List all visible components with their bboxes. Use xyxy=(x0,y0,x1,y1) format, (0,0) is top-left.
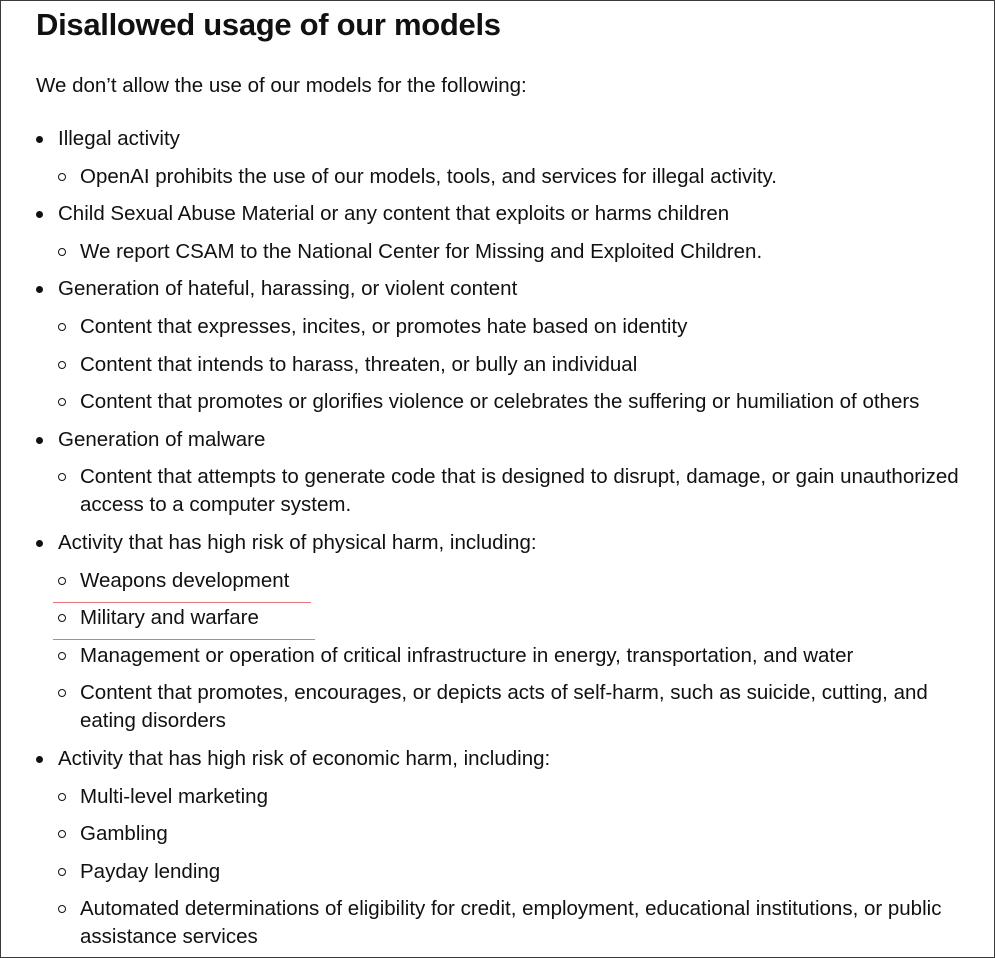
sublist-item xyxy=(58,463,981,519)
sublist-item xyxy=(58,313,981,341)
sublist-item-text: OpenAI prohibits the use of our models, tools, and services for illegal activity. xyxy=(80,164,777,188)
sublist xyxy=(58,163,981,191)
list-item-physical-harm xyxy=(36,529,981,735)
list-item-malware xyxy=(36,426,981,520)
sublist-item-text: Automated determinations of eligibility for credit, employment, educational institutions, or public assistance services xyxy=(80,897,942,949)
bullet-icon xyxy=(36,286,43,293)
sublist-item xyxy=(58,642,981,670)
sublist-item xyxy=(58,163,981,191)
circle-bullet-icon xyxy=(58,398,66,406)
circle-bullet-icon xyxy=(58,868,66,876)
sublist-item xyxy=(58,679,981,735)
list-item-economic-harm xyxy=(36,745,981,951)
sublist-item-text: We report CSAM to the National Center for Missing and Exploited Children. xyxy=(80,239,763,263)
sublist xyxy=(58,313,981,416)
sublist xyxy=(58,567,981,736)
highlight-underline xyxy=(53,602,311,603)
sublist-item-military-and-warfare xyxy=(58,604,981,632)
sublist xyxy=(58,463,981,519)
circle-bullet-icon xyxy=(58,905,66,913)
circle-bullet-icon xyxy=(58,689,66,697)
highlight-underline xyxy=(53,639,315,640)
list-item-label: Activity that has high risk of economic harm, including: xyxy=(58,746,551,770)
list-item-csam xyxy=(36,200,981,266)
list-item-label: Generation of malware xyxy=(58,427,266,451)
list-item-label: Child Sexual Abuse Material or any content that exploits or harms children xyxy=(58,202,730,226)
circle-bullet-icon xyxy=(58,577,66,585)
circle-bullet-icon xyxy=(58,473,66,481)
circle-bullet-icon xyxy=(58,248,66,256)
sublist-item xyxy=(58,238,981,266)
list-item-illegal-activity xyxy=(36,125,981,191)
list-item-hateful-content xyxy=(36,275,981,416)
sublist-item xyxy=(58,783,981,811)
sublist-item-text: Content that attempts to generate code that is designed to disrupt, damage, or gain unauthorized access to a computer system. xyxy=(80,465,959,517)
sublist-item xyxy=(58,388,981,416)
sublist-item-text: Military and warfare xyxy=(80,606,259,630)
sublist-item-text: Gambling xyxy=(80,822,168,846)
sublist-item xyxy=(58,858,981,886)
bullet-icon xyxy=(36,540,43,547)
circle-bullet-icon xyxy=(58,652,66,660)
page-title: Disallowed usage of our models xyxy=(36,7,501,42)
sublist-item-text: Content that intends to harass, threaten, or bully an individual xyxy=(80,352,638,376)
bullet-icon xyxy=(36,136,43,143)
sublist-item-text: Weapons development xyxy=(80,568,290,592)
sublist-item-text: Content that expresses, incites, or promotes hate based on identity xyxy=(80,314,688,338)
sublist-item xyxy=(58,895,981,951)
circle-bullet-icon xyxy=(58,323,66,331)
sublist-item-text: Multi-level marketing xyxy=(80,784,268,808)
list-item-label: Generation of hateful, harassing, or violent content xyxy=(58,277,518,301)
document-content xyxy=(36,3,981,958)
circle-bullet-icon xyxy=(58,793,66,801)
bullet-icon xyxy=(36,211,43,218)
circle-bullet-icon xyxy=(58,830,66,838)
sublist xyxy=(58,783,981,952)
sublist-item-text: Content that promotes, encourages, or depicts acts of self-harm, such as suicide, cutting, and eating disorders xyxy=(80,681,928,733)
sublist xyxy=(58,238,981,266)
bullet-icon xyxy=(36,756,43,763)
list-item-label: Activity that has high risk of physical harm, including: xyxy=(58,530,537,554)
list-item-label: Illegal activity xyxy=(58,127,180,150)
circle-bullet-icon xyxy=(58,173,66,181)
sublist-item-text: Management or operation of critical infrastructure in energy, transportation, and water xyxy=(80,643,854,667)
sublist-item-weapons-development xyxy=(58,567,981,595)
bullet-icon xyxy=(36,437,43,444)
disallowed-usage-list xyxy=(36,125,981,951)
sublist-item-text: Content that promotes or glorifies violence or celebrates the suffering or humiliation of others xyxy=(80,390,920,414)
intro-text: We don’t allow the use of our models for the following: xyxy=(36,74,527,97)
circle-bullet-icon xyxy=(58,361,66,369)
circle-bullet-icon xyxy=(58,614,66,622)
sublist-item xyxy=(58,820,981,848)
sublist-item-text: Payday lending xyxy=(80,859,221,883)
sublist-item xyxy=(58,351,981,379)
